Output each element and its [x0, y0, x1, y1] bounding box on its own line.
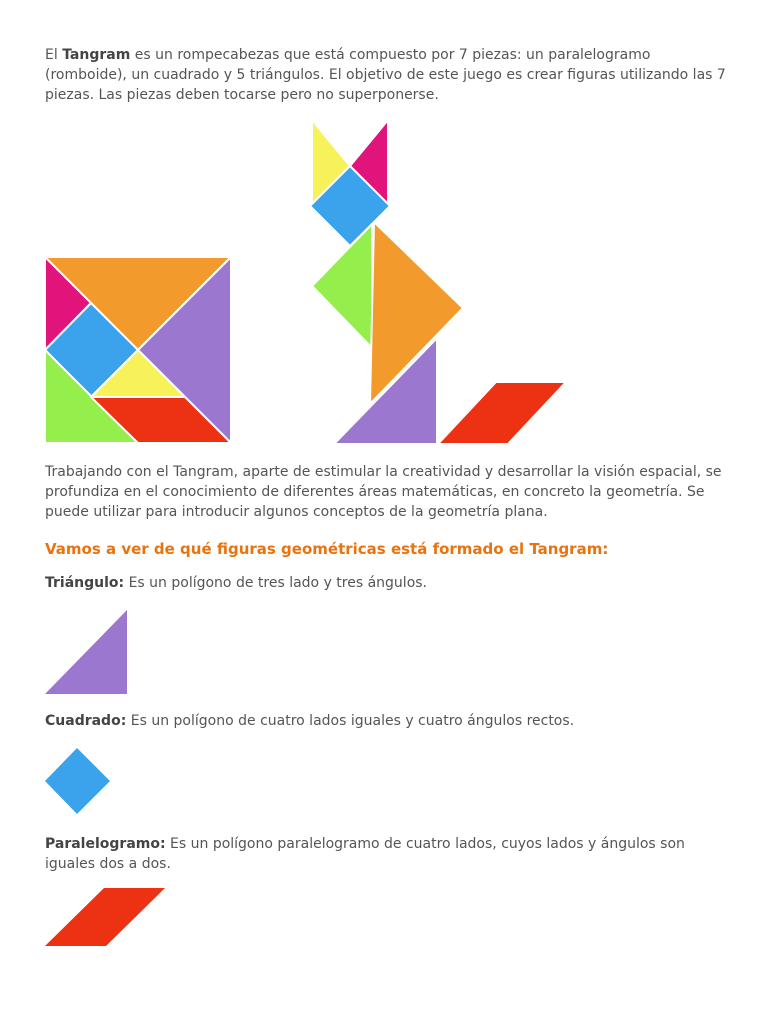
- intro-prefix: El: [45, 47, 63, 63]
- section-heading: Vamos a ver de qué figuras geométricas está formado el Tangram:: [45, 540, 609, 558]
- definition-text: Es un polígono de cuatro lados iguales y cuatro ángulos rectos.: [126, 713, 575, 729]
- intro-text: es un rompecabezas que está compuesto por 7 piezas: un paralelogramo (romboide), un cuadrado y 5 triángulos. El objetivo de este juego es crear figuras utilizando las 7 piezas. Las piezas deben tocarse pero no superponerse.: [45, 47, 726, 103]
- intro-paragraph: [45, 45, 735, 105]
- definition-text: Es un polígono paralelogramo de cuatro lados, cuyos lados y ángulos son iguales dos a dos.: [45, 836, 685, 872]
- blue-square-shape: [45, 748, 110, 814]
- definition-triangle: [45, 573, 735, 593]
- body-paragraph: Trabajando con el Tangram, aparte de estimular la creatividad y desarrollar la visión espacial, se profundiza en el conocimiento de diferentes áreas matemáticas, en concreto la geometría. Se puede utilizar para introducir algunos conceptos de la geometría plana.: [45, 464, 722, 520]
- definition-square: [45, 711, 735, 731]
- definition-text: Es un polígono de tres lado y tres ángulos.: [124, 575, 428, 591]
- tangram-cat-figure: [300, 118, 570, 448]
- definition-term: Triángulo:: [45, 575, 125, 591]
- definition-term: Paralelogramo:: [45, 836, 166, 852]
- definition-term: Cuadrado:: [45, 713, 127, 729]
- triangle-example: [44, 608, 134, 698]
- red-parallelogram-shape: [45, 888, 165, 946]
- parallelogram-example: [44, 886, 169, 948]
- cat-red-tail: [438, 382, 566, 444]
- cat-green-triangle: [312, 224, 372, 348]
- intro-term: Tangram: [62, 47, 131, 63]
- definition-parallelogram: [45, 834, 735, 874]
- square-example: [44, 747, 114, 817]
- purple-triangle-shape: [45, 610, 127, 694]
- tangram-square-figure: [40, 252, 240, 452]
